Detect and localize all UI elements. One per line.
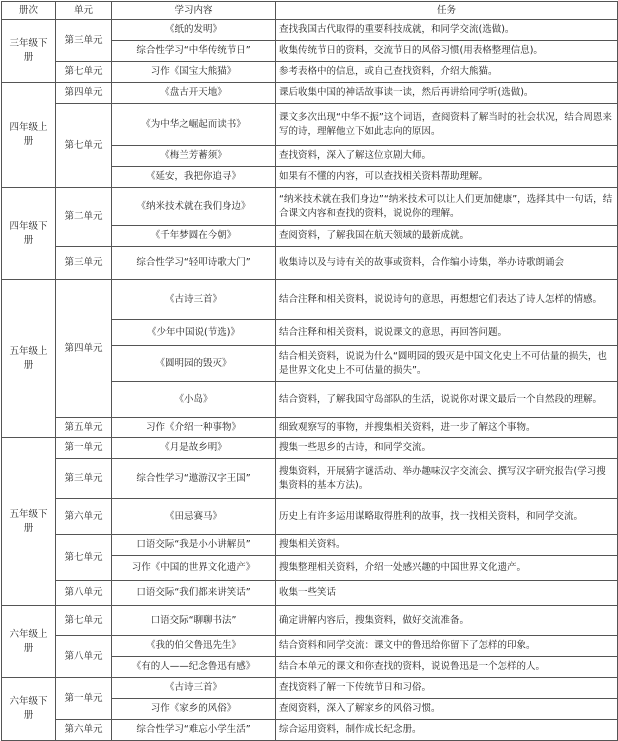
table-row — [2, 418, 618, 438]
table-row — [2, 636, 618, 657]
content-cell: 口语交际“我是小小讲解员” — [112, 535, 276, 556]
table-row — [2, 535, 618, 556]
content-cell: 综合性学习“轻叩诗歌大门” — [112, 247, 276, 280]
table-row — [2, 499, 618, 535]
content-cell: 习作《中国的世界文化遗产》 — [112, 556, 276, 581]
task-cell: 结合本单元的课文和你查找的资料，说说鲁迅是一个怎样的人。 — [276, 657, 618, 678]
unit-cell: 第二单元 — [56, 188, 112, 247]
table-row — [2, 83, 618, 104]
unit-cell: 第一单元 — [56, 678, 112, 720]
task-cell: 搜集相关资料。 — [276, 535, 618, 556]
unit-cell: 第三单元 — [56, 247, 112, 280]
unit-cell: 第六单元 — [56, 720, 112, 741]
task-cell: 综合运用资料，制作成长纪念册。 — [276, 720, 618, 741]
content-cell: 口语交际“我们都来讲笑话” — [112, 581, 276, 606]
table-row — [2, 581, 618, 606]
unit-cell: 第八单元 — [56, 581, 112, 606]
content-cell: 《有的人——纪念鲁迅有感》 — [112, 657, 276, 678]
unit-cell: 第六单元 — [56, 499, 112, 535]
content-cell: 《古诗三首》 — [112, 280, 276, 320]
unit-cell: 第七单元 — [56, 606, 112, 636]
content-cell: 《少年中国说(节选)》 — [112, 320, 276, 346]
unit-cell: 第一单元 — [56, 438, 112, 459]
header-unit: 单元 — [56, 2, 112, 20]
task-cell: 历史上有许多运用谋略取得胜利的故事，找一找相关资料，和同学交流。 — [276, 499, 618, 535]
task-cell: 收集诗以及与诗有关的故事或资料，合作编小诗集，举办诗歌朗诵会 — [276, 247, 618, 280]
content-cell: 《纸的发明》 — [112, 20, 276, 41]
task-cell: 结合注释和相关资料，说说课文的意思，再回答问题。 — [276, 320, 618, 346]
unit-cell: 第七单元 — [56, 104, 112, 188]
task-cell: 查找资料，深入了解这位京剧大师。 — [276, 146, 618, 167]
table-row — [2, 678, 618, 699]
content-cell: 《梅兰芳蓄须》 — [112, 146, 276, 167]
content-cell: 习作《介绍一种事物》 — [112, 418, 276, 438]
table-row — [2, 606, 618, 636]
task-cell: 查阅资料，深入了解家乡的风俗习惯。 — [276, 699, 618, 720]
table-row — [2, 438, 618, 459]
task-cell: 参考表格中的信息，或自己查找资料，介绍大熊猫。 — [276, 62, 618, 83]
task-cell: 结合注释和相关资料，说说诗句的意思，再想想它们表达了诗人怎样的情感。 — [276, 280, 618, 320]
grade-cell: 三年级下册 — [2, 20, 56, 83]
task-cell: 搜集一些思乡的古诗，和同学交流。 — [276, 438, 618, 459]
task-cell: 搜集整理相关资料，介绍一处感兴趣的中国世界文化遗产。 — [276, 556, 618, 581]
task-cell: 搜集资料，开展猜字谜活动、举办趣味汉字交流会、撰写汉字研究报告(学习搜集资料的基本方法)。 — [276, 459, 618, 499]
grade-cell: 六年级上册 — [2, 606, 56, 678]
unit-cell: 第三单元 — [56, 20, 112, 62]
header-grade: 册次 — [2, 2, 56, 20]
content-cell: 综合性学习“难忘小学生活” — [112, 720, 276, 741]
unit-cell: 第七单元 — [56, 535, 112, 581]
content-cell: 综合性学习“中华传统节日” — [112, 41, 276, 62]
task-cell: 收集传统节日的资料，交流节日的风俗习惯(用表格整理信息)。 — [276, 41, 618, 62]
content-cell: 习作《国宝大熊猫》 — [112, 62, 276, 83]
content-cell: 《千年梦圆在今朝》 — [112, 226, 276, 247]
table-row — [2, 188, 618, 226]
unit-cell: 第八单元 — [56, 636, 112, 678]
content-cell: 口语交际“聊聊书法” — [112, 606, 276, 636]
unit-cell: 第七单元 — [56, 62, 112, 83]
task-cell: 结合资料，了解我国守岛部队的生活，说说你对课文最后一个自然段的理解。 — [276, 382, 618, 418]
content-cell: 《我的伯父鲁迅先生》 — [112, 636, 276, 657]
table-row — [2, 280, 618, 320]
task-cell: 细致观察写的事物，并搜集相关资料，进一步了解这个事物。 — [276, 418, 618, 438]
task-cell: 课文多次出现“中华不振”这个词语，查阅资料了解当时的社会状况，结合周恩来写的诗，理解他立下如此志向的原因。 — [276, 104, 618, 146]
curriculum-table — [1, 1, 618, 741]
content-cell: 《古诗三首》 — [112, 678, 276, 699]
table-row — [2, 62, 618, 83]
content-cell: 《延安，我把你追寻》 — [112, 167, 276, 188]
task-cell: 确定讲解内容后，搜集资料，做好交流准备。 — [276, 606, 618, 636]
table-row — [2, 104, 618, 146]
grade-cell: 四年级上册 — [2, 83, 56, 188]
task-cell: 查找资料了解一下传统节日和习俗。 — [276, 678, 618, 699]
content-cell: 《田忌赛马》 — [112, 499, 276, 535]
unit-cell: 第四单元 — [56, 83, 112, 104]
content-cell: 《纳米技术就在我们身边》 — [112, 188, 276, 226]
content-cell: 《小岛》 — [112, 382, 276, 418]
content-cell: 《圆明园的毁灭》 — [112, 346, 276, 382]
grade-cell: 五年级下册 — [2, 438, 56, 606]
table-row — [2, 720, 618, 741]
content-cell: 综合性学习“遨游汉字王国” — [112, 459, 276, 499]
grade-cell: 五年级上册 — [2, 280, 56, 438]
content-cell: 《月是故乡明》 — [112, 438, 276, 459]
unit-cell: 第五单元 — [56, 418, 112, 438]
table-row — [2, 247, 618, 280]
task-cell: “纳米技术就在我们身边”“纳米技术可以让人们更加健康”，选择其中一句话，结合课文内容和查找的资料，说说你的理解。 — [276, 188, 618, 226]
task-cell: 查找我国古代取得的重要科技成就，和同学交流(选做)。 — [276, 20, 618, 41]
content-cell: 《为中华之崛起而读书》 — [112, 104, 276, 146]
table-row — [2, 459, 618, 499]
task-cell: 结合资料和同学交流：课文中的鲁迅给你留下了怎样的印象。 — [276, 636, 618, 657]
content-cell: 《盘古开天地》 — [112, 83, 276, 104]
table-row — [2, 20, 618, 41]
task-cell: 查阅资料，了解我国在航天领域的最新成就。 — [276, 226, 618, 247]
header-row — [2, 2, 618, 20]
task-cell: 结合相关资料，说说为什么“圆明园的毁灭是中国文化史上不可估量的损失，也是世界文化史上不可估量的损失”。 — [276, 346, 618, 382]
content-cell: 习作《家乡的风俗》 — [112, 699, 276, 720]
task-cell: 如果有不懂的内容，可以查找相关资料帮助理解。 — [276, 167, 618, 188]
header-task: 任务 — [276, 2, 618, 20]
header-content: 学习内容 — [112, 2, 276, 20]
grade-cell: 六年级下册 — [2, 678, 56, 741]
task-cell: 课后收集中国的神话故事读一读，然后再讲给同学听(选做)。 — [276, 83, 618, 104]
unit-cell: 第四单元 — [56, 280, 112, 418]
unit-cell: 第三单元 — [56, 459, 112, 499]
grade-cell: 四年级下册 — [2, 188, 56, 280]
task-cell: 收集一些笑话 — [276, 581, 618, 606]
